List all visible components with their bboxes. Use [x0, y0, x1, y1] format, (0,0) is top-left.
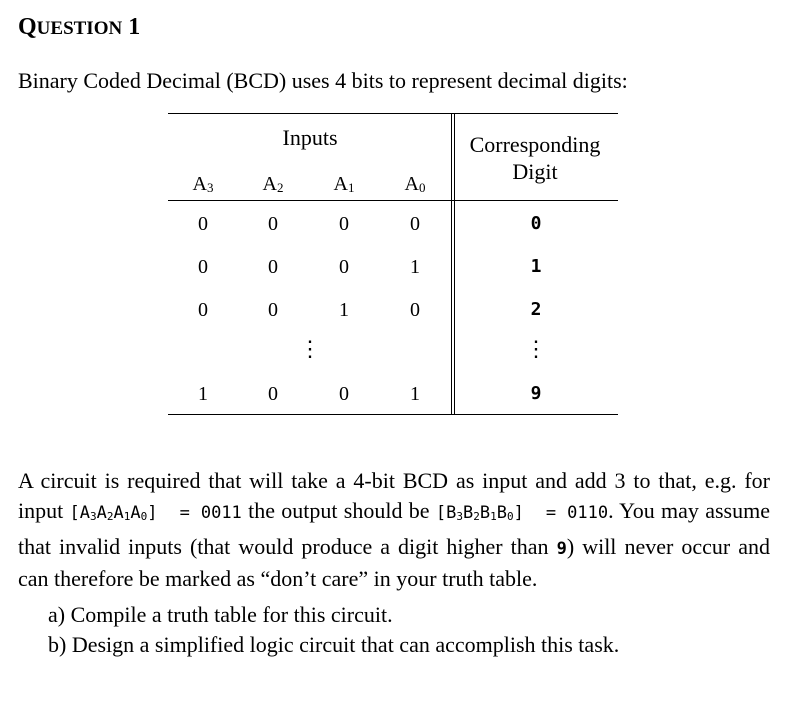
- paragraph-part2: the output should be: [241, 498, 436, 523]
- output-header-line1: Corresponding: [469, 132, 601, 157]
- table-cell: 1: [198, 383, 208, 405]
- seven-segment-digit: 1: [530, 256, 542, 277]
- column-header-a0: A0: [404, 173, 426, 195]
- seven-segment-digit: 2: [530, 299, 542, 320]
- task-b: b) Design a simplified logic circuit that can accomplish this task.: [48, 632, 620, 657]
- table-top-rule: [168, 113, 618, 114]
- column-header-a2: A2: [262, 173, 284, 195]
- seven-segment-digit: 0: [530, 213, 542, 234]
- paragraph-part3: . You may assume that invalid inputs (that would produce a digit higher than: [18, 498, 770, 559]
- output-header-line2: Digit: [512, 159, 558, 184]
- inputs-header: Inputs: [282, 125, 338, 150]
- column-header-a3: A3: [192, 173, 214, 195]
- paragraph-part1: A circuit is required that will take a 4-bit BCD as input and add 3 to that, e.g. for input: [18, 468, 770, 523]
- column-header-a1: A1: [333, 173, 355, 195]
- table-bottom-rule: [168, 414, 618, 415]
- table-header-rule: [168, 200, 618, 201]
- table-cell: 1: [339, 299, 349, 321]
- table-cell: 1: [410, 383, 420, 405]
- question-title-rest: UESTION: [36, 18, 123, 39]
- table-cell: 0: [339, 213, 349, 235]
- paragraph-part4: ) will never occur and can therefore be marked as “don’t care” in your truth table.: [18, 534, 770, 591]
- task-a: a) Compile a truth table for this circuit.: [48, 602, 393, 627]
- table-cell: 0: [198, 256, 208, 278]
- output-expression: [B3B2B1B0] = 0110: [435, 503, 609, 523]
- input-expression: [A3A2A1A0] = 0011: [69, 503, 242, 523]
- question-number: 1: [128, 14, 141, 40]
- table-cell: 0: [198, 213, 208, 235]
- table-cell: 0: [339, 256, 349, 278]
- question-title-initial: Q: [18, 14, 37, 40]
- table-cell: 0: [339, 383, 349, 405]
- problem-paragraph: [18, 466, 770, 594]
- table-cell: 0: [268, 256, 278, 278]
- table-cell: 0: [410, 299, 420, 321]
- table-cell: 0: [268, 213, 278, 235]
- ellipsis-inputs: ⋮: [299, 336, 321, 361]
- question-title: [18, 14, 140, 41]
- table-divider-left: [451, 113, 452, 415]
- table-cell: 0: [410, 213, 420, 235]
- seven-segment-digit: 9: [530, 383, 542, 404]
- table-cell: 0: [198, 299, 208, 321]
- table-cell: 1: [410, 256, 420, 278]
- table-cell: 0: [268, 383, 278, 405]
- table-cell: 0: [268, 299, 278, 321]
- max-digit: 9: [556, 539, 567, 559]
- ellipsis-digit: ⋮: [525, 336, 547, 361]
- intro-text: Binary Coded Decimal (BCD) uses 4 bits to represent decimal digits:: [18, 68, 628, 93]
